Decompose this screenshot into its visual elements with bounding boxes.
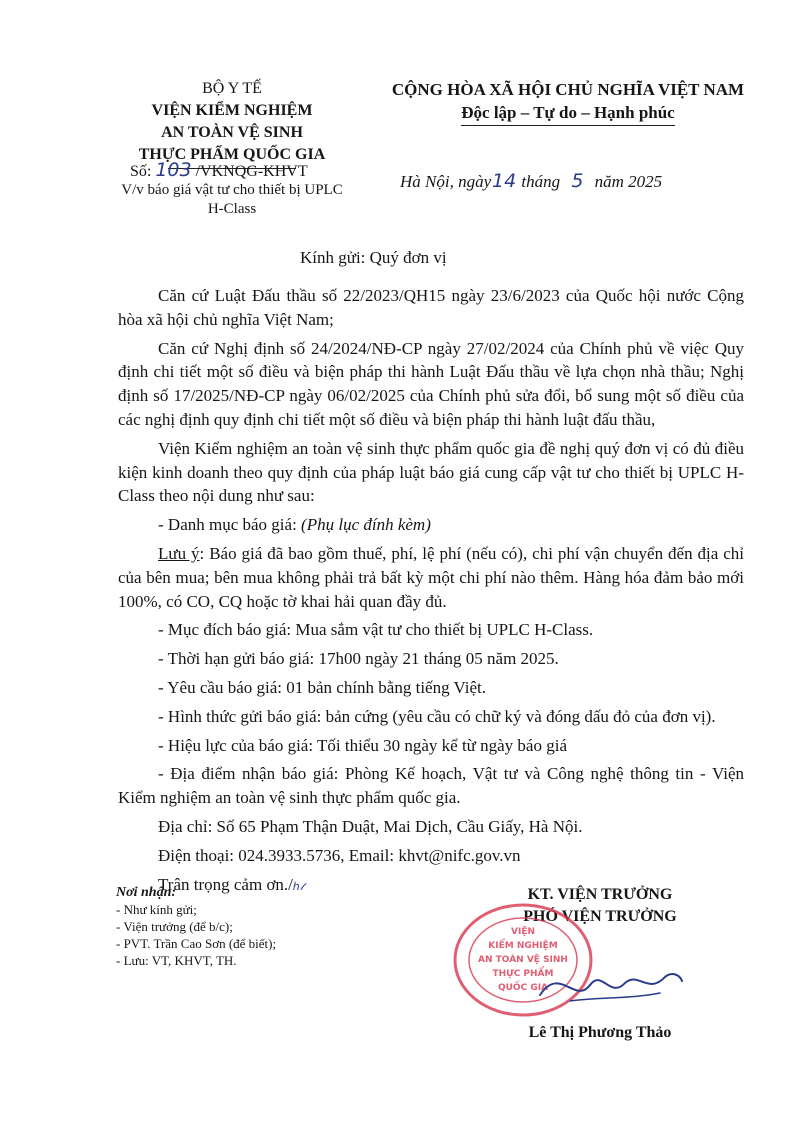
national-motto: Độc lập – Tự do – Hạnh phúc [461, 101, 674, 126]
national-heading [358, 78, 778, 126]
phone-email-line: Điện thoại: 024.3933.5736, Email: khvt@nifc.gov.vn [158, 845, 521, 865]
recipients-block [116, 884, 376, 969]
document-date [400, 170, 662, 192]
document-number-suffix: /VKNQG-KHVT [195, 163, 308, 180]
date-prefix: Hà Nội, ngày [400, 172, 492, 191]
paragraph-request: Viện Kiểm nghiệm an toàn vệ sinh thực phẩm quốc gia đề nghị quý đơn vị có đủ điều kiện kinh doanh theo quy định của pháp luật báo giá cung cấp vật tư cho thiết bị UPLC H-Class theo nội dung như sau: [118, 438, 744, 506]
stamp-text-bottom: QUỐC GIA [497, 983, 549, 993]
document-number-handwritten: 103 [155, 159, 192, 181]
item-list-label: - Danh mục báo giá: [158, 515, 302, 535]
recipients-title: Nơi nhận: [116, 885, 177, 900]
institute-name-line1: VIỆN KIỂM NGHIỆM [151, 102, 313, 119]
recipient-item: - PVT. Trần Cao Sơn (để biết); [116, 936, 277, 951]
letter-body [118, 284, 744, 903]
date-month-label: tháng [521, 172, 561, 191]
signatory-line1: KT. VIỆN TRƯỞNG [527, 886, 673, 903]
recipient-item: - Viện trưởng (để b/c); [116, 919, 233, 934]
note-label: Lưu ý [158, 543, 200, 563]
institute-name-line3: THỰC PHẨM QUỐC GIA [138, 146, 326, 163]
recipient-item: - Như kính gửi; [116, 902, 197, 917]
ministry-name: BỘ Y TẾ [202, 80, 262, 97]
form-line: - Hình thức gửi báo giá: bản cứng (yêu cầu có chữ ký và đóng dấu đỏ của đơn vị). [158, 706, 716, 726]
handwritten-signature [530, 955, 690, 1015]
stamp-text-top: VIỆN [511, 927, 535, 937]
paragraph-legal-basis-1: Căn cứ Luật Đấu thầu số 22/2023/QH15 ngày 23/6/2023 của Quốc hội nước Cộng hòa xã hội chủ nghĩa Việt Nam; [118, 286, 744, 329]
stamp-text-mid3: THỰC PHẨM [492, 969, 554, 979]
paragraph-legal-basis-2: Căn cứ Nghị định số 24/2024/NĐ-CP ngày 27/02/2024 của Chính phủ về việc Quy định chi tiết một số điều và biện pháp thi hành Luật Đấu thầu về lựa chọn nhà thầu; Nghị định số 17/2025/NĐ-CP ngày 06/02/2025 của Chính phủ sửa đổi, bổ sung một số điều của các nghị định quy định chi tiết một số điều và biện pháp thi hành luật đấu thầu, [118, 338, 744, 429]
date-month-handwritten: 5 [571, 170, 584, 192]
signatory-line2: PHÓ VIỆN TRƯỞNG [523, 908, 677, 925]
date-year: năm 2025 [594, 172, 663, 191]
purpose-line: - Mục đích báo giá: Mua sắm vật tư cho thiết bị UPLC H-Class. [158, 620, 594, 640]
recipient-item: - Lưu: VT, KHVT, TH. [116, 953, 237, 968]
signer-name: Lê Thị Phương Thảo [528, 1024, 672, 1041]
deadline-line: - Thời hạn gửi báo giá: 17h00 ngày 21 tháng 05 năm 2025. [158, 649, 559, 669]
location-line: - Địa điểm nhận báo giá: Phòng Kế hoạch, Vật tư và Công nghệ thông tin - Viện Kiểm nghiệm an toàn vệ sinh thực phẩm quốc gia. [118, 764, 744, 808]
item-list-value: (Phụ lục đính kèm) [301, 515, 431, 535]
document-subject: V/v báo giá vật tư cho thiết bị UPLC H-Class [121, 182, 343, 217]
requirement-line: - Yêu cầu báo giá: 01 bản chính bằng tiếng Việt. [158, 677, 487, 697]
validity-line: - Hiệu lực của báo giá: Tối thiểu 30 ngày kể từ ngày báo giá [158, 735, 567, 755]
issuing-authority [112, 78, 352, 169]
signature-underline [570, 993, 660, 1001]
closing-text: Trân trọng cảm ơn./ [158, 874, 293, 894]
document-number [130, 160, 308, 182]
initials-mark-icon: ℎ𝓉 [292, 879, 304, 893]
stamp-text-mid1: KIỂM NGHIỆM [488, 941, 558, 951]
institute-name-line2: AN TOÀN VỆ SINH [161, 124, 303, 141]
address-line: Địa chỉ: Số 65 Phạm Thận Duật, Mai Dịch, Cầu Giấy, Hà Nội. [158, 816, 583, 836]
stamp-text-mid2: AN TOÀN VỆ SINH [478, 955, 568, 965]
date-day-handwritten: 14 [492, 170, 517, 192]
signature-stroke [540, 974, 682, 995]
note-text: : Báo giá đã bao gồm thuế, phí, lệ phí (nếu có), chi phí vận chuyển đến địa chỉ của bên mua; bên mua không phải trả bất kỳ một chi phí nào thêm. Hàng hóa đảm bảo mới 100%, có CO, CQ hoặc tờ khai hải quan đầy đủ. [118, 543, 744, 611]
country-name: CỘNG HÒA XÃ HỘI CHỦ NGHĨA VIỆT NAM [391, 80, 745, 99]
note-paragraph [118, 542, 744, 613]
document-number-prefix: Số: [130, 163, 152, 180]
item-list-line [118, 513, 744, 537]
greeting: Kính gửi: Quý đơn vị [300, 248, 447, 267]
